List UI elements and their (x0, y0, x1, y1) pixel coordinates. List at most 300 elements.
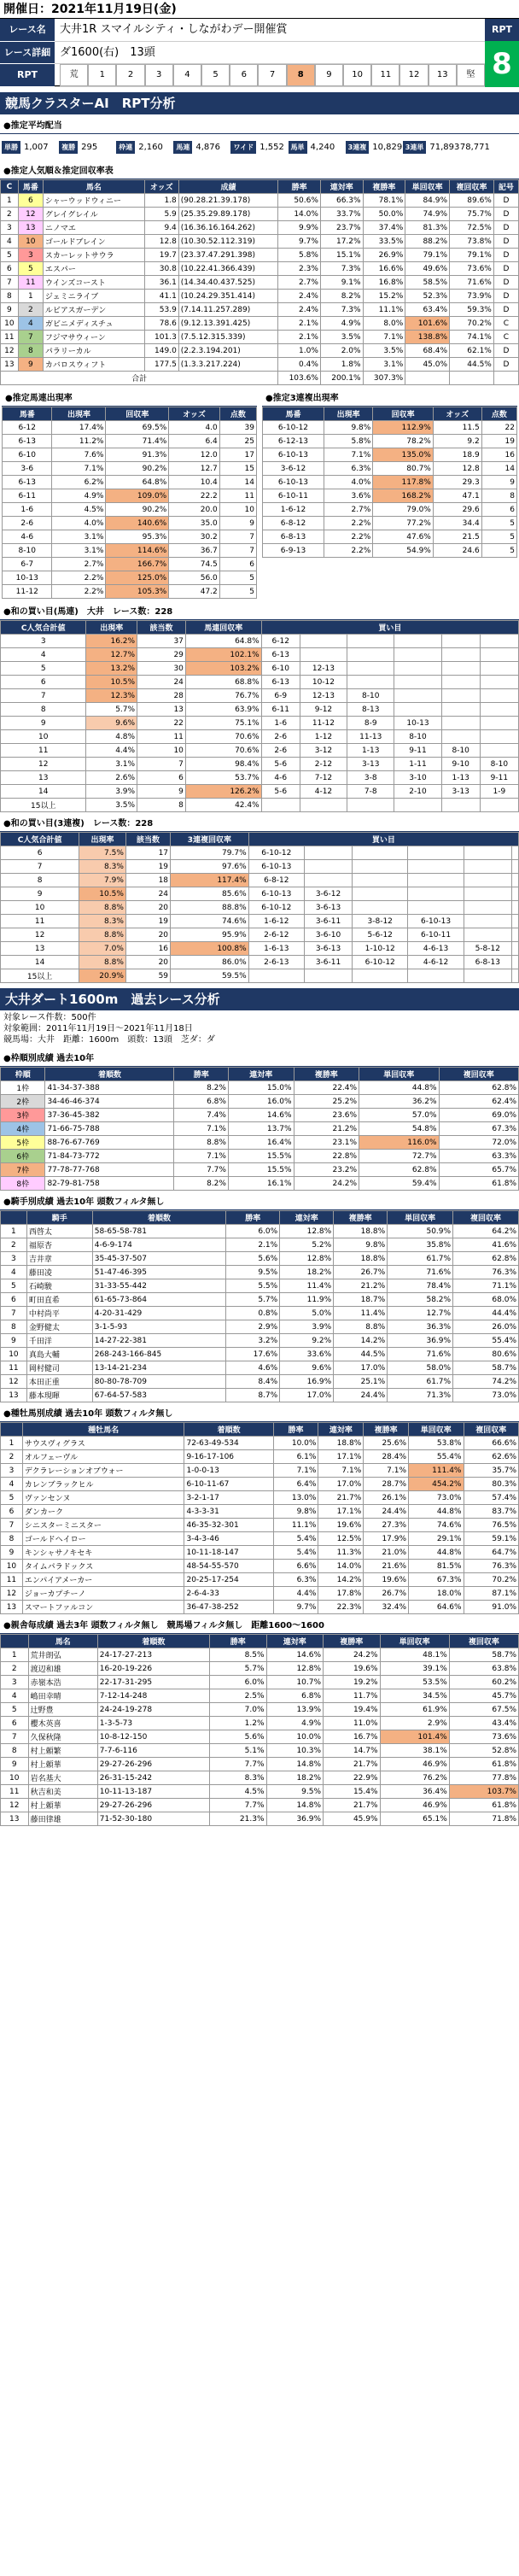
table-header-cell: 連対率 (318, 1423, 364, 1437)
table-cell: 3-13 (347, 758, 394, 771)
past-info-conditions: 競馬場：大井 距離：1600m 頭数：13頭 芝ダ：ダ (3, 1035, 215, 1045)
table-row (1, 1546, 519, 1560)
rpt-scale-cell: 1 (88, 64, 116, 86)
rpt-scale-cell: 7 (258, 64, 286, 86)
table-cell: ジェミニライブ (43, 290, 144, 303)
table-cell: 26.1% (364, 1491, 409, 1505)
table-cell: 4.0 (169, 421, 220, 435)
table-cell (480, 703, 518, 717)
table-cell: 9.7% (278, 235, 321, 249)
table-cell: 80.6% (453, 1348, 519, 1361)
sanrenpuku-table (262, 407, 517, 558)
table-cell: 17.2% (320, 235, 363, 249)
table-cell: 3 (1, 1252, 27, 1266)
table-cell: 3 (1, 1464, 23, 1478)
table-cell: 1-13 (347, 744, 394, 758)
table-cell: 76.3% (453, 1266, 519, 1279)
table-cell: サウスヴィグラス (22, 1437, 184, 1450)
table-cell: 31-33-55-442 (92, 1279, 225, 1293)
race-info (0, 19, 519, 87)
table-row (1, 1238, 519, 1252)
table-cell: スマートファルコン (22, 1601, 184, 1614)
table-cell: 70.6% (185, 730, 261, 744)
table-cell: D (493, 194, 518, 208)
table-row (1, 648, 519, 662)
table-cell: 10-13 (394, 717, 441, 730)
table-cell: 89.6% (450, 194, 494, 208)
table-cell: 28.7% (364, 1478, 409, 1491)
table-header-cell: 着順数 (97, 1635, 209, 1648)
table-cell: 15.2% (363, 290, 405, 303)
table-cell: グレイグレイル (43, 208, 144, 221)
table-cell (408, 874, 464, 887)
table-cell: 20 (125, 901, 170, 915)
table-header-cell: 連対率 (266, 1635, 324, 1648)
table-total-label: 合計 (1, 372, 278, 385)
table-cell: 4-6 (3, 530, 52, 544)
table-cell: 石崎駿 (26, 1279, 92, 1293)
past-info-range: 対象範囲：2011年11月19日〜2021年11月18日 (3, 1024, 193, 1033)
table-cell: 34-46-46-374 (45, 1095, 174, 1109)
table-cell: 21.6% (364, 1560, 409, 1573)
table-cell: 4-6-9-174 (92, 1238, 225, 1252)
table-cell: 11 (1, 1361, 27, 1375)
rpt-scale-cell: 9 (315, 64, 343, 86)
table-cell: 2.1% (278, 317, 321, 331)
table-cell: 8.8% (79, 956, 126, 969)
table-cell (394, 799, 441, 812)
table-cell: 3.9% (280, 1320, 334, 1334)
table-cell (511, 956, 518, 969)
table-cell: 10 (1, 317, 19, 331)
table-cell (394, 662, 441, 676)
table-cell: 7 (1, 1307, 27, 1320)
table-cell: 14-27-22-381 (92, 1334, 225, 1348)
table-cell: 6-9 (261, 689, 300, 703)
table-cell: 73.8% (450, 235, 494, 249)
table-cell: 8 (1, 1320, 27, 1334)
table-cell (464, 901, 511, 915)
table-cell: 45.9% (324, 1812, 381, 1826)
table-cell: 7 (219, 530, 256, 544)
avg-payout-type: 3連複 (346, 141, 370, 154)
table-cell: 4-12 (300, 785, 347, 799)
table-cell: 27.3% (364, 1519, 409, 1532)
table-cell: 126.2% (185, 785, 261, 799)
table-cell: 101.3 (144, 331, 178, 344)
table-cell: 9-11 (480, 771, 518, 785)
table-cell: (90.28.21.39.178) (178, 194, 277, 208)
table-cell: 3.9% (86, 785, 137, 799)
table-cell: 11.0% (324, 1717, 381, 1730)
table-cell: 1-11 (394, 758, 441, 771)
table-cell: 5.6% (226, 1252, 280, 1266)
table-cell (511, 915, 518, 928)
table-cell: 3 (1, 635, 86, 648)
table-cell: 10 (1, 901, 79, 915)
table-cell: 5.7% (226, 1293, 280, 1307)
rpt-title: RPT (485, 19, 519, 41)
table-cell: 90.2% (106, 503, 169, 517)
table-cell: 12 (18, 208, 43, 221)
table-row (263, 462, 517, 476)
table-cell: 3-8 (347, 771, 394, 785)
table-row (263, 448, 517, 462)
table-cell (511, 846, 518, 860)
table-cell: 17.1% (318, 1505, 364, 1519)
table-cell: 3-6-10 (305, 928, 353, 942)
table-cell: 16.2% (86, 635, 137, 648)
table-cell: 22.3% (318, 1601, 364, 1614)
table-cell: 2.7% (324, 503, 372, 517)
table-row (1, 1491, 519, 1505)
table-cell: 12.8% (266, 1662, 324, 1676)
table-cell: D (493, 290, 518, 303)
table-cell: 12.7% (388, 1307, 453, 1320)
table-cell: 11 (18, 276, 43, 290)
table-row (1, 1109, 519, 1122)
table-header-cell: 勝率 (226, 1211, 280, 1225)
table-cell (480, 744, 518, 758)
table-cell: 2.1% (278, 331, 321, 344)
table-cell: 12.8 (144, 235, 178, 249)
sire-table (0, 1422, 519, 1614)
table-cell: 6 (1, 1293, 27, 1307)
table-row (1, 730, 519, 744)
table-cell: 6 (1, 262, 19, 276)
table-cell (394, 635, 441, 648)
table-cell: 4.0% (52, 517, 106, 530)
table-cell: 4-6 (261, 771, 300, 785)
table-cell: 71.6% (388, 1266, 453, 1279)
table-cell: 5.6% (210, 1730, 267, 1744)
table-row (1, 744, 519, 758)
avg-payout-value: 1,007 (24, 142, 49, 152)
table-cell: 6-13 (261, 648, 300, 662)
table-cell: 13 (1, 1812, 29, 1826)
table-cell: 町田直希 (26, 1293, 92, 1307)
rpt-scale-cell: 13 (429, 64, 457, 86)
table-cell: 6-11 (261, 703, 300, 717)
table-cell: 8.8% (79, 928, 126, 942)
table-total-value: 307.3% (363, 372, 405, 385)
table-cell: 6 (219, 558, 256, 571)
table-cell: 6-9-13 (263, 544, 324, 558)
table-cell: 20.9% (79, 969, 126, 983)
table-cell: 30 (137, 662, 186, 676)
table-cell: 8-10 (480, 758, 518, 771)
table-cell: 102.1% (185, 648, 261, 662)
table-cell (305, 846, 353, 860)
table-cell: 9-12 (300, 703, 347, 717)
table-cell: 77-78-77-768 (45, 1163, 174, 1177)
table-cell: 3-1-5-93 (92, 1320, 225, 1334)
table-header-cell: 着順数 (92, 1211, 225, 1225)
table-cell: 58.5% (405, 276, 450, 290)
table-cell: 45.7% (449, 1689, 518, 1703)
table-cell: (9.12.13.391.425) (178, 317, 277, 331)
table-row (1, 303, 519, 317)
table-row (263, 530, 517, 544)
table-cell: 3.1% (52, 544, 106, 558)
table-cell: 62.6% (464, 1450, 519, 1464)
table-cell: 7 (1, 860, 79, 874)
table-cell: 33.7% (320, 208, 363, 221)
table-cell: 71.6% (388, 1348, 453, 1361)
table-cell: 9.8% (324, 421, 372, 435)
table-cell: 44.8% (409, 1505, 464, 1519)
table-header-cell: 連対率 (228, 1068, 294, 1081)
table-cell: 29-27-26-296 (97, 1799, 209, 1812)
table-total-value: 200.1% (320, 372, 363, 385)
table-cell: 2-6-12 (248, 928, 304, 942)
table-cell: 9 (481, 476, 516, 489)
table-cell: 3 (18, 249, 43, 262)
table-cell: 5.9 (144, 208, 178, 221)
table-cell: 6.3% (273, 1573, 318, 1587)
table-cell: 44.8% (359, 1081, 439, 1095)
table-cell: 44.4% (453, 1307, 519, 1320)
table-cell: 61.9% (380, 1703, 449, 1717)
table-cell: 24.6 (433, 544, 481, 558)
table-cell: 5-6-12 (353, 928, 408, 942)
table-cell: 70.2% (450, 317, 494, 331)
table-cell: 13.7% (228, 1122, 294, 1136)
table-cell: 14 (481, 462, 516, 476)
table-cell: 26.0% (453, 1320, 519, 1334)
table-cell: 1 (1, 1225, 27, 1238)
table-cell: 5.4% (273, 1532, 318, 1546)
table-cell: 6-10-12 (248, 846, 304, 860)
table-cell: 41.6% (453, 1238, 519, 1252)
table-cell: パラリーカル (43, 344, 144, 358)
table-header-cell: 複勝率 (364, 1423, 409, 1437)
table-row (1, 860, 519, 874)
table-row (1, 1450, 519, 1464)
table-cell: 114.6% (106, 544, 169, 558)
table-cell: 68.0% (453, 1293, 519, 1307)
table-cell: 12.7% (86, 648, 137, 662)
table-cell: 6-7 (3, 558, 52, 571)
table-row (1, 1225, 519, 1238)
table-cell: 3-6-13 (305, 942, 353, 956)
table-cell (441, 717, 480, 730)
table-cell: 9 (1, 1334, 27, 1348)
table-cell: 藤本現暉 (26, 1389, 92, 1402)
table-cell: 8.3% (79, 915, 126, 928)
table-row (1, 874, 519, 887)
table-cell: 15以上 (1, 799, 86, 812)
table-cell: 18.8% (334, 1225, 388, 1238)
table-cell: 32.4% (364, 1601, 409, 1614)
table-cell: 6.8% (174, 1095, 229, 1109)
table-row (3, 585, 257, 599)
table-cell (480, 799, 518, 812)
table-cell: D (493, 208, 518, 221)
table-cell: 37.4% (363, 221, 405, 235)
table-cell: 金野健太 (26, 1320, 92, 1334)
table-cell: 19.6% (318, 1519, 364, 1532)
table-row (1, 969, 519, 983)
table-cell (347, 662, 394, 676)
table-cell (480, 648, 518, 662)
avg-payout-value: 4,240 (310, 142, 335, 152)
table-row (1, 1532, 519, 1546)
table-cell: 71.8% (449, 1812, 518, 1826)
table-cell: 67.3% (409, 1573, 464, 1587)
table-cell (511, 874, 518, 887)
table-cell: 8 (1, 703, 86, 717)
table-cell: 12 (1, 344, 19, 358)
table-cell: 15.5% (228, 1163, 294, 1177)
table-cell: 117.8% (373, 476, 434, 489)
table-cell: 14 (219, 476, 256, 489)
table-cell: 12.8% (280, 1225, 334, 1238)
table-cell: 28 (137, 689, 186, 703)
table-cell: 8.5% (210, 1648, 267, 1662)
table-cell: 6-12-13 (263, 435, 324, 448)
table-cell: 6-13 (3, 435, 52, 448)
table-cell: C (493, 317, 518, 331)
table-cell: 1 (1, 1437, 23, 1450)
table-row (1, 1163, 519, 1177)
table-cell: 3-10 (394, 771, 441, 785)
table-row (1, 1437, 519, 1450)
table-cell: 97.6% (171, 860, 249, 874)
table-cell: 6.2% (52, 476, 106, 489)
table-cell: 10 (1, 1560, 23, 1573)
pair-label: ●親舎毎成績 過去3年 頭数フィルタ無し 競馬場フィルタ無し 距離1600〜1600 (0, 1614, 519, 1634)
table-cell (353, 887, 408, 901)
table-row (1, 956, 519, 969)
table-cell: 5.0% (280, 1307, 334, 1320)
table-cell: 46.9% (380, 1758, 449, 1771)
table-cell: 88.8% (171, 901, 249, 915)
table-cell: 19.6% (324, 1662, 381, 1676)
table-cell: 6-10-11 (263, 489, 324, 503)
table-cell: 69.5% (106, 421, 169, 435)
table-cell: 7.1% (174, 1122, 229, 1136)
table-cell: 7.1% (273, 1464, 318, 1478)
table-cell: 9 (1, 1758, 29, 1771)
table-cell: 73.0% (409, 1491, 464, 1505)
table-cell: 1 (1, 194, 19, 208)
avg-payout-item (230, 141, 288, 154)
table-cell: 4.8% (86, 730, 137, 744)
table-cell: 53.9 (144, 303, 178, 317)
table-cell: 5 (481, 544, 516, 558)
table-row (3, 462, 257, 476)
table-cell: 69.0% (439, 1109, 518, 1122)
table-cell: 11 (1, 331, 19, 344)
table-row (1, 1662, 519, 1676)
sum-sanrenpuku-table (0, 832, 519, 983)
table-cell: 福原杏 (26, 1238, 92, 1252)
table-row (263, 489, 517, 503)
table-cell: (23.37.47.291.398) (178, 249, 277, 262)
avg-payout-type: ワイド (230, 141, 256, 154)
table-cell: 2.5% (210, 1689, 267, 1703)
table-cell: 78.2% (373, 435, 434, 448)
race-info-values (55, 19, 485, 87)
table-cell: 4.9% (320, 317, 363, 331)
table-cell: 12.5% (318, 1532, 364, 1546)
table-cell: 7.3% (320, 303, 363, 317)
table-header-cell: 馬番 (3, 407, 52, 421)
table-cell: 58.0% (388, 1361, 453, 1375)
table-header-cell: 種牡馬名 (22, 1423, 184, 1437)
table-cell: 12 (1, 1587, 23, 1601)
table-cell: 8.3% (79, 860, 126, 874)
table-cell: 6.3% (324, 462, 372, 476)
table-cell: 53.8% (409, 1437, 464, 1450)
table-cell: 4.9% (266, 1717, 324, 1730)
table-cell: 11 (137, 730, 186, 744)
table-cell: 23.2% (294, 1163, 359, 1177)
table-cell: 28.4% (364, 1450, 409, 1464)
table-cell: 54.8% (359, 1122, 439, 1136)
table-cell: 105.3% (106, 585, 169, 599)
table-cell: 3-4-3-46 (184, 1532, 273, 1546)
table-cell: 3-6-12 (305, 887, 353, 901)
table-cell: 1-6 (3, 503, 52, 517)
table-cell: 25.1% (334, 1375, 388, 1389)
table-cell: 6-12 (3, 421, 52, 435)
table-cell: 5-8-12 (464, 942, 511, 956)
table-cell: 41-34-37-388 (45, 1081, 174, 1095)
table-cell: 7-8 (347, 785, 394, 799)
table-cell: (14.34.40.437.525) (178, 276, 277, 290)
table-cell: 2.7% (52, 558, 106, 571)
avg-payout-item (460, 141, 517, 154)
table-cell: 6-10-11-67 (184, 1478, 273, 1491)
table-cell: オルフェーヴル (22, 1450, 184, 1464)
table-cell: 10.7% (266, 1676, 324, 1689)
table-cell: 70.6% (185, 744, 261, 758)
table-cell: 3-6-11 (305, 915, 353, 928)
table-cell: 1-9 (480, 785, 518, 799)
table-cell: タイムパラドックス (22, 1560, 184, 1573)
label-race-name: レース名 (0, 19, 55, 42)
table-cell (464, 887, 511, 901)
table-cell: 7.1% (318, 1464, 364, 1478)
table-cell: 21.7% (318, 1491, 364, 1505)
table-row (1, 1348, 519, 1361)
table-cell: 14.8% (266, 1799, 324, 1812)
table-row (1, 1560, 519, 1573)
table-cell (353, 874, 408, 887)
table-cell: 25 (219, 435, 256, 448)
table-header-cell: 複回収率 (450, 180, 494, 194)
table-cell: 58.7% (453, 1361, 519, 1375)
table-header-cell: 点数 (219, 407, 256, 421)
table-cell (511, 928, 518, 942)
table-cell: 3-2-1-17 (184, 1491, 273, 1505)
table-cell: 千田洋 (26, 1334, 92, 1348)
table-cell: 4 (1, 1478, 23, 1491)
table-cell: 中村尚平 (26, 1307, 92, 1320)
table-row (1, 846, 519, 860)
table-cell: 2.3% (278, 262, 321, 276)
table-cell: 3.1% (363, 358, 405, 372)
table-cell: 17 (219, 448, 256, 462)
table-cell (305, 860, 353, 874)
table-cell: 19.6% (364, 1573, 409, 1587)
table-cell: 7.7% (174, 1163, 229, 1177)
table-cell: 7枠 (1, 1163, 45, 1177)
table-cell: 23.1% (294, 1136, 359, 1150)
table-cell: 2.2% (324, 530, 372, 544)
